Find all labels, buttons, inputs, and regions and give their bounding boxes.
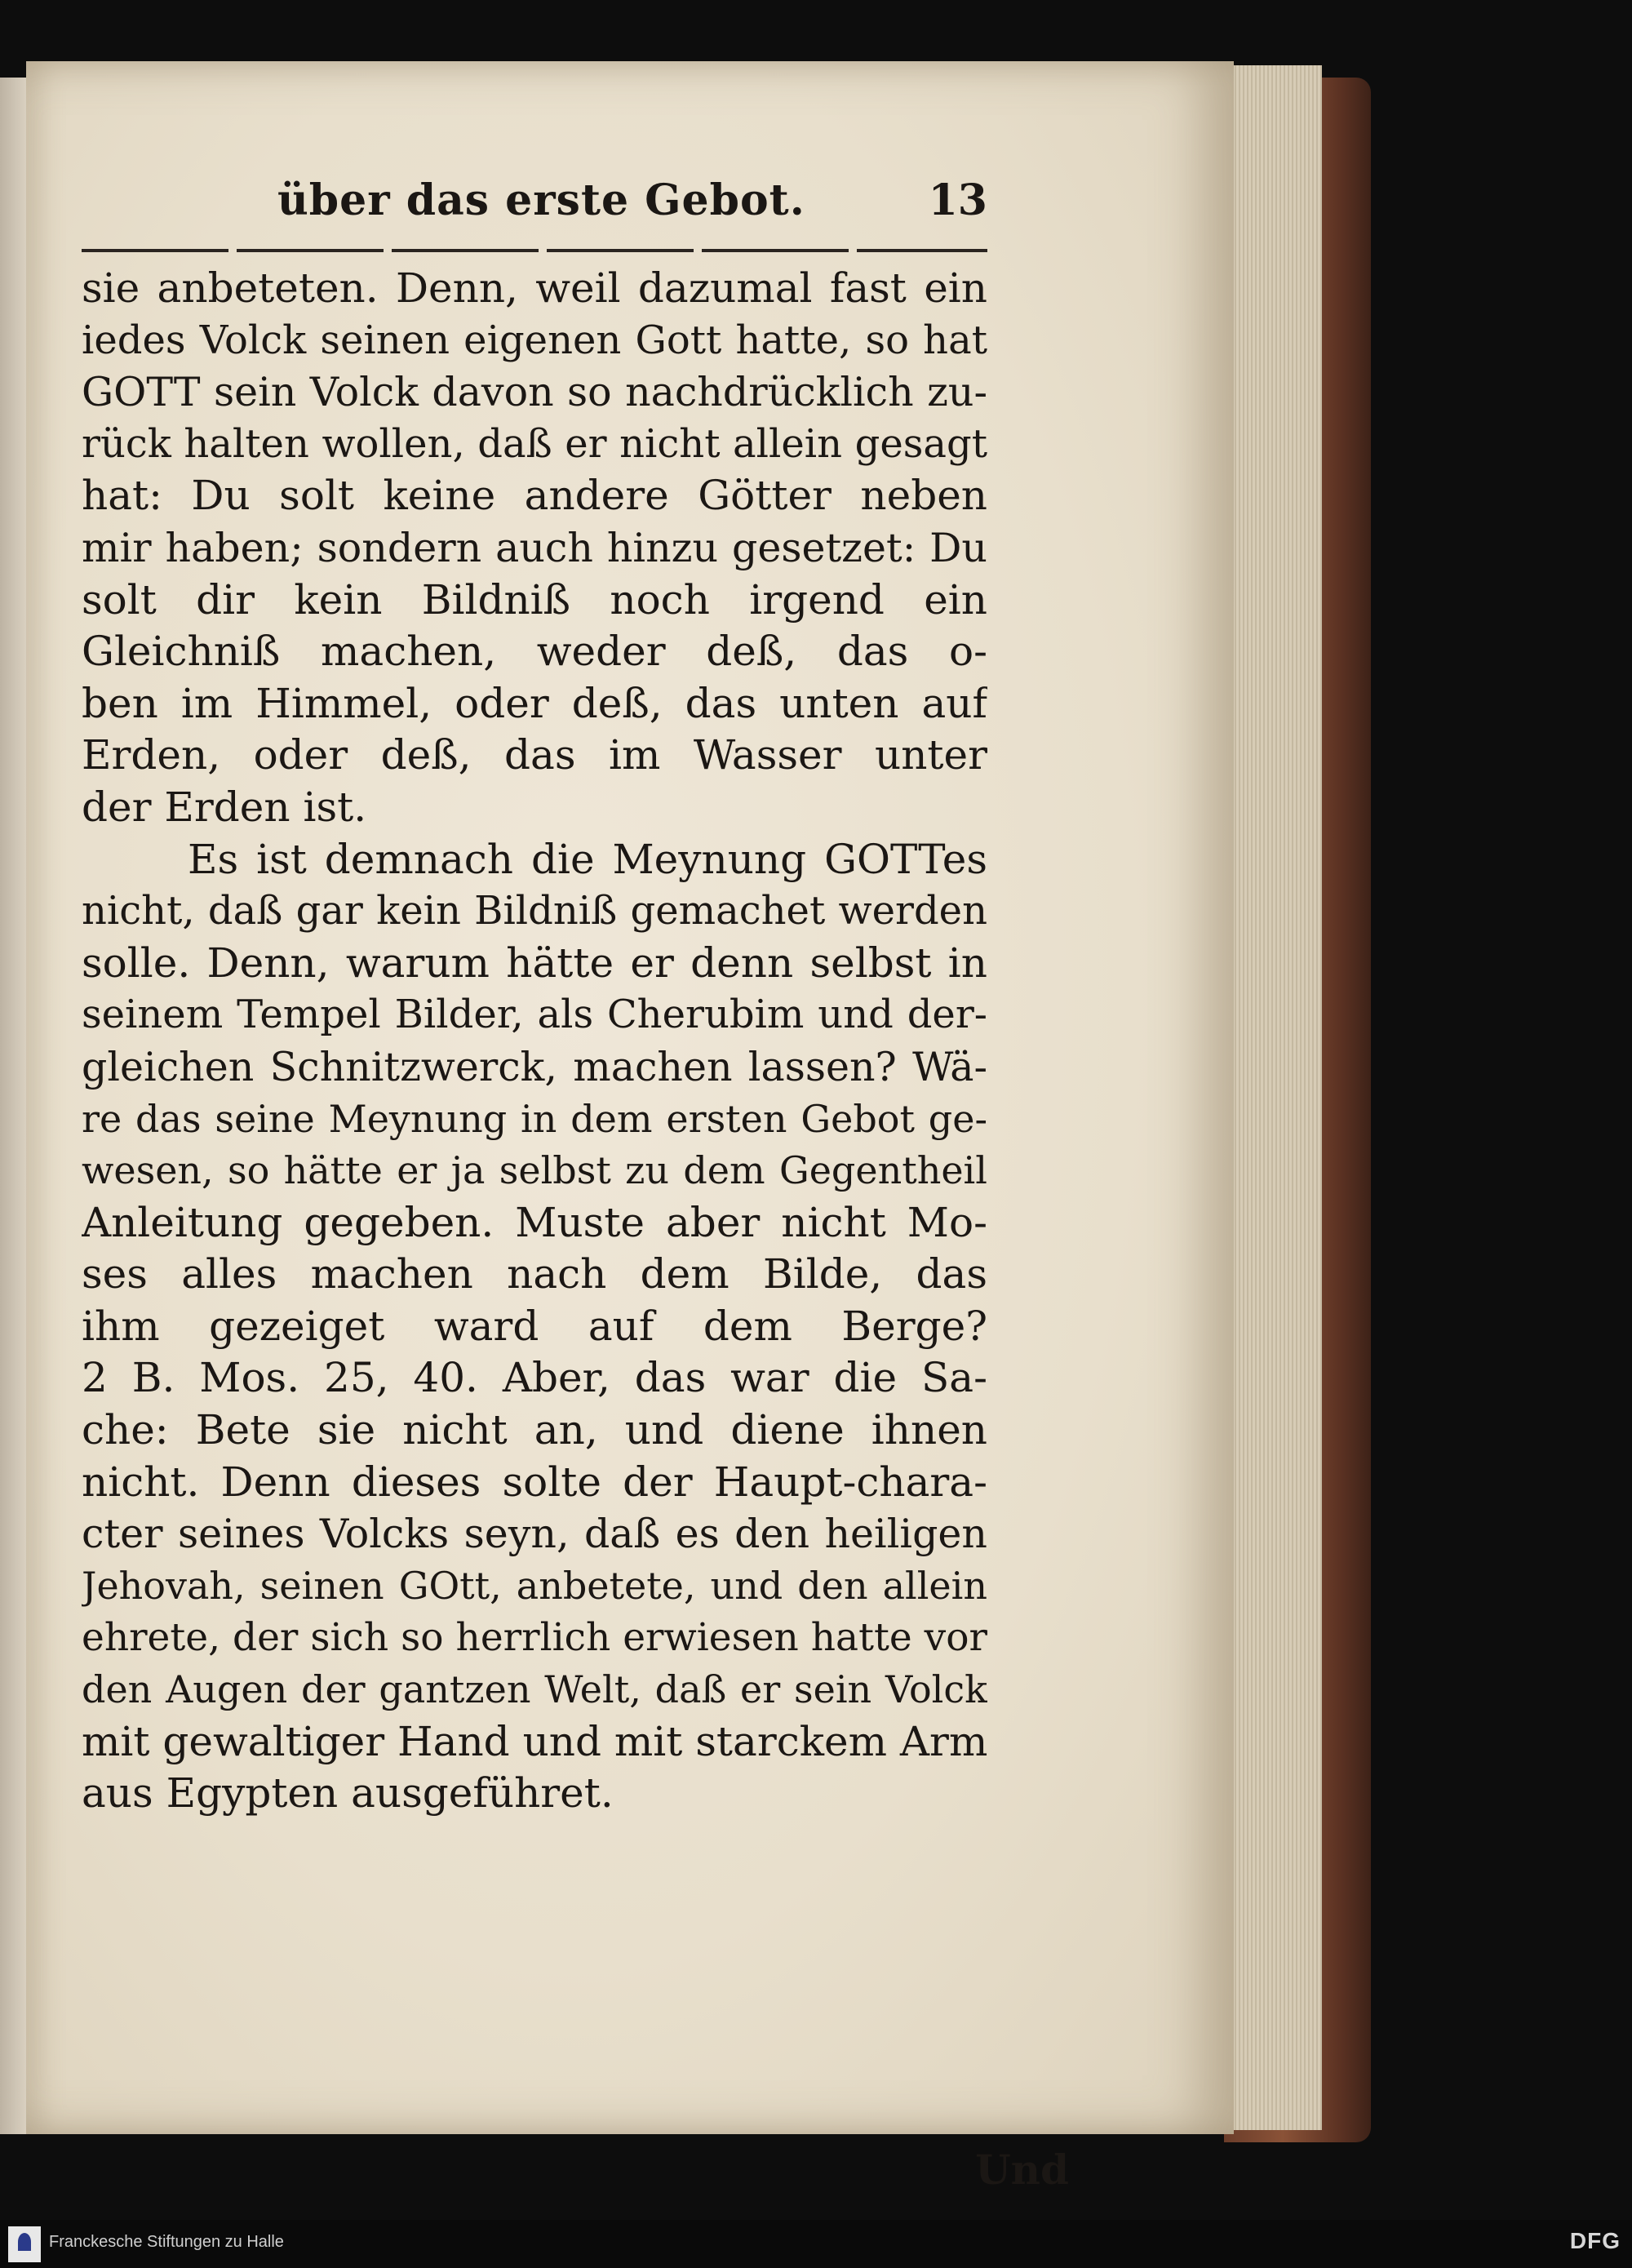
text-line: che: Bete sie nicht an, und diene ihnen [82,1406,987,1454]
text-line: nicht. Denn dieses solte der Haupt-chara- [82,1458,987,1506]
text-line: Jehovah, seinen GOtt, anbetete, und den allein [82,1563,987,1608]
text-line: ehrete, der sich so herrlich erwiesen hatte vor [82,1615,987,1661]
text-line: rück halten wollen, daß er nicht allein gesagt [82,420,987,467]
text-line: solt dir kein Bildniß noch irgend ein [82,575,987,624]
text-line: iedes Volck seinen eigenen Gott hatte, so hat [82,317,987,363]
text-line: re das seine Meynung in dem ersten Gebot ge- [82,1096,987,1141]
text-line: ben im Himmel, oder deß, das unten auf [82,679,987,727]
catchword: Und [975,2146,1069,2194]
footer-bar [0,2220,1632,2268]
text-line: ihm gezeiget ward auf dem Berge? [82,1302,987,1350]
page-block-edge [1224,65,1322,2130]
text-line: mir haben; sondern auch hinzu gesetzet: Du [82,524,987,571]
text-line: Erden, oder deß, das im Wasser unter [82,731,987,779]
text-line: ses alles machen nach dem Bilde, das [82,1250,987,1298]
text-line: aus Egypten ausgeführet. [82,1769,614,1818]
institution-logo-icon [8,2226,41,2262]
header-rule [82,249,987,252]
text-line: der Erden ist. [82,783,367,831]
dfg-logo: DFG [1569,2228,1621,2253]
text-line: Anleitung gegeben. Muste aber nicht Mo- [82,1198,987,1246]
text-line: gleichen Schnitzwerck, machen lassen? Wä- [82,1043,987,1090]
text-line: sie anbeteten. Denn, weil dazumal fast ein [82,264,987,312]
text-line: mit gewaltiger Hand und mit starckem Arm [82,1717,987,1765]
running-head: über das erste Gebot. [277,175,805,225]
previous-page-edge [0,78,26,2134]
footer-institution: Franckesche Stiftungen zu Halle [49,2233,284,2251]
text-line: solle. Denn, warum hätte er denn selbst in [82,939,987,987]
text-line: wesen, so hätte er ja selbst zu dem Gegentheil [82,1148,987,1193]
body-text [82,263,1069,2194]
text-line: Gleichniß machen, weder deß, das o- [82,628,987,676]
text-line: nicht, daß gar kein Bildniß gemachet werden [82,888,987,934]
text-line: GOTT sein Volck davon so nachdrücklich zu- [82,369,987,416]
text-line: hat: Du solt keine andere Götter neben [82,472,987,520]
page-header [82,175,987,241]
text-line: seinem Tempel Bilder, als Cherubim und der- [82,992,987,1038]
text-line: den Augen der gantzen Welt, daß er sein Volck [82,1667,987,1712]
text-line: 2 B. Mos. 25, 40. Aber, das war die Sa- [82,1354,987,1402]
text-line: cter seines Volcks seyn, daß es den heiligen [82,1511,987,1558]
page-number: 13 [928,175,987,225]
text-line: Es ist demnach die Meynung GOTTes [188,835,987,883]
